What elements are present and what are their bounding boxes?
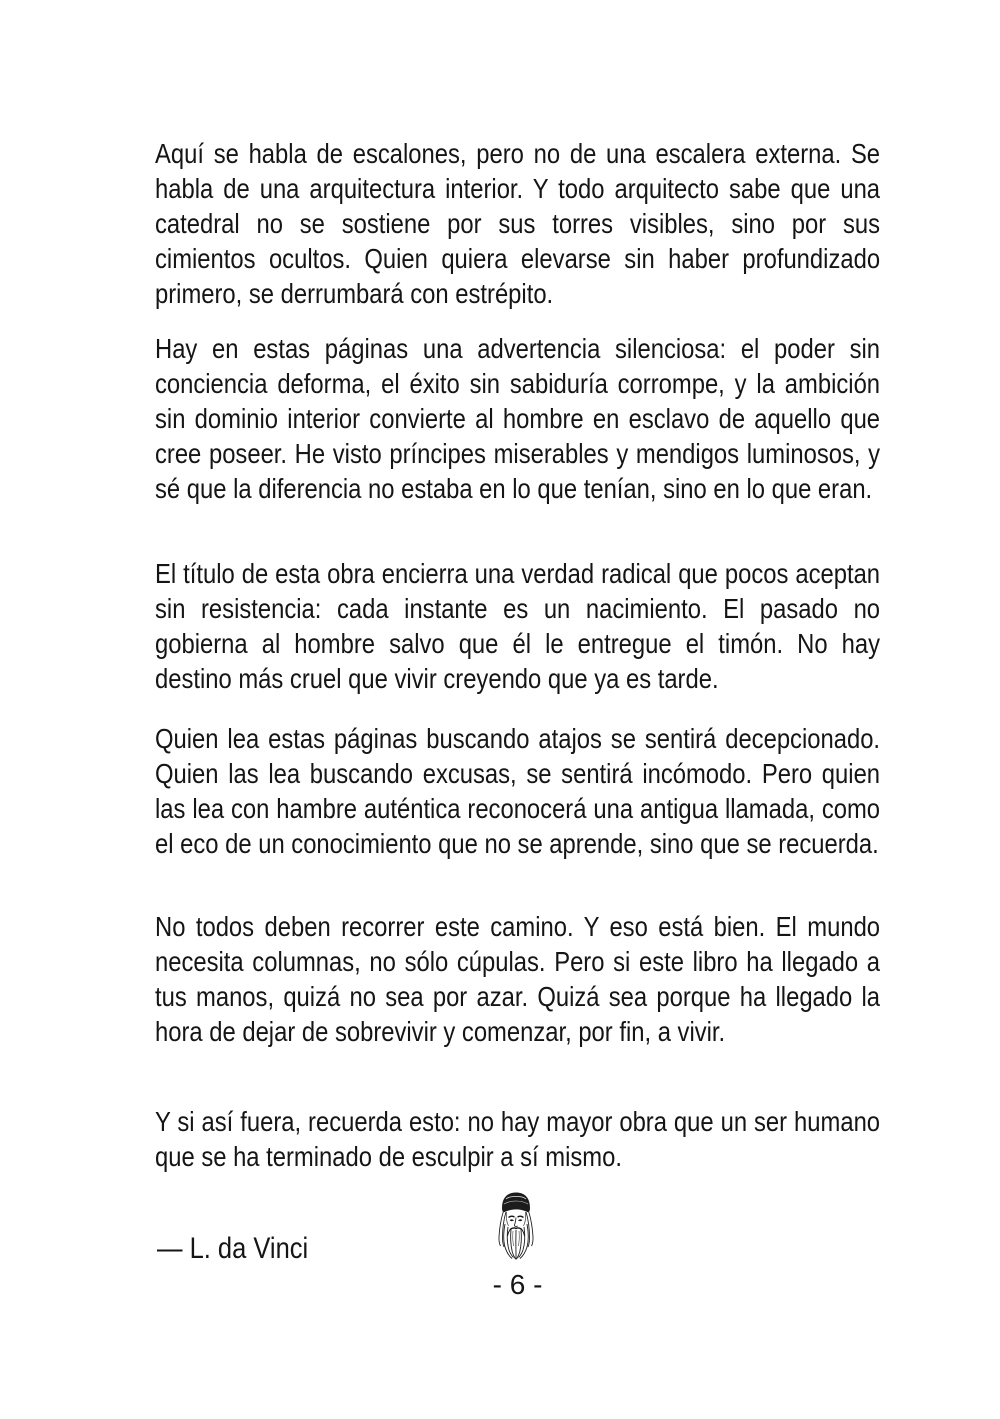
- paragraph: El título de esta obra encierra una verdad radical que pocos aceptan sin resistencia: cada instante es un nacimiento. El pasado no gobierna al hombre salvo que él le entregue el timón. No hay destino más cruel que vivir creyendo que ya es tarde.: [155, 558, 881, 694]
- paragraph: Hay en estas páginas una advertencia silenciosa: el poder sin conciencia deforma, el éxito sin sabiduría corrompe, y la ambición sin dominio interior convierte al hombre en esclavo de aquello que cree poseer. He visto príncipes miserables y mendigos luminosos, y sé que la diferencia no estaba en lo que tenían, sino en lo que eran.: [155, 333, 881, 504]
- paragraph: Y si así fuera, recuerda esto: no hay mayor obra que un ser humano que se ha terminado de esculpir a sí mismo.: [155, 1106, 881, 1172]
- page-number: - 6 -: [492, 1269, 543, 1300]
- da-vinci-portrait-icon: [489, 1191, 543, 1261]
- paragraph: No todos deben recorrer este camino. Y eso está bien. El mundo necesita columnas, no sólo cúpulas. Pero si este libro ha llegado a tus manos, quizá no sea por azar. Quizá sea porque ha llegado la hora de dejar de sobrevivir y comenzar, por fin, a vivir.: [155, 911, 881, 1047]
- paragraph: Aquí se habla de escalones, pero no de una escalera externa. Se habla de una arquitectura interior. Y todo arquitecto sabe que una catedral no se sostiene por sus torres visibles, sino por sus cimientos ocultos. Quien quiera elevarse sin haber profundizado primero, se derrumbará con estrépito.: [155, 138, 881, 309]
- author-signature: — L. da Vinci: [157, 1232, 309, 1265]
- paragraph: Quien lea estas páginas buscando atajos se sentirá decepcionado. Quien las lea buscando excusas, se sentirá incómodo. Pero quien las lea con hambre auténtica reconocerá una antigua llamada, como el eco de un conocimiento que no se aprende, sino que se recuerda.: [155, 723, 881, 859]
